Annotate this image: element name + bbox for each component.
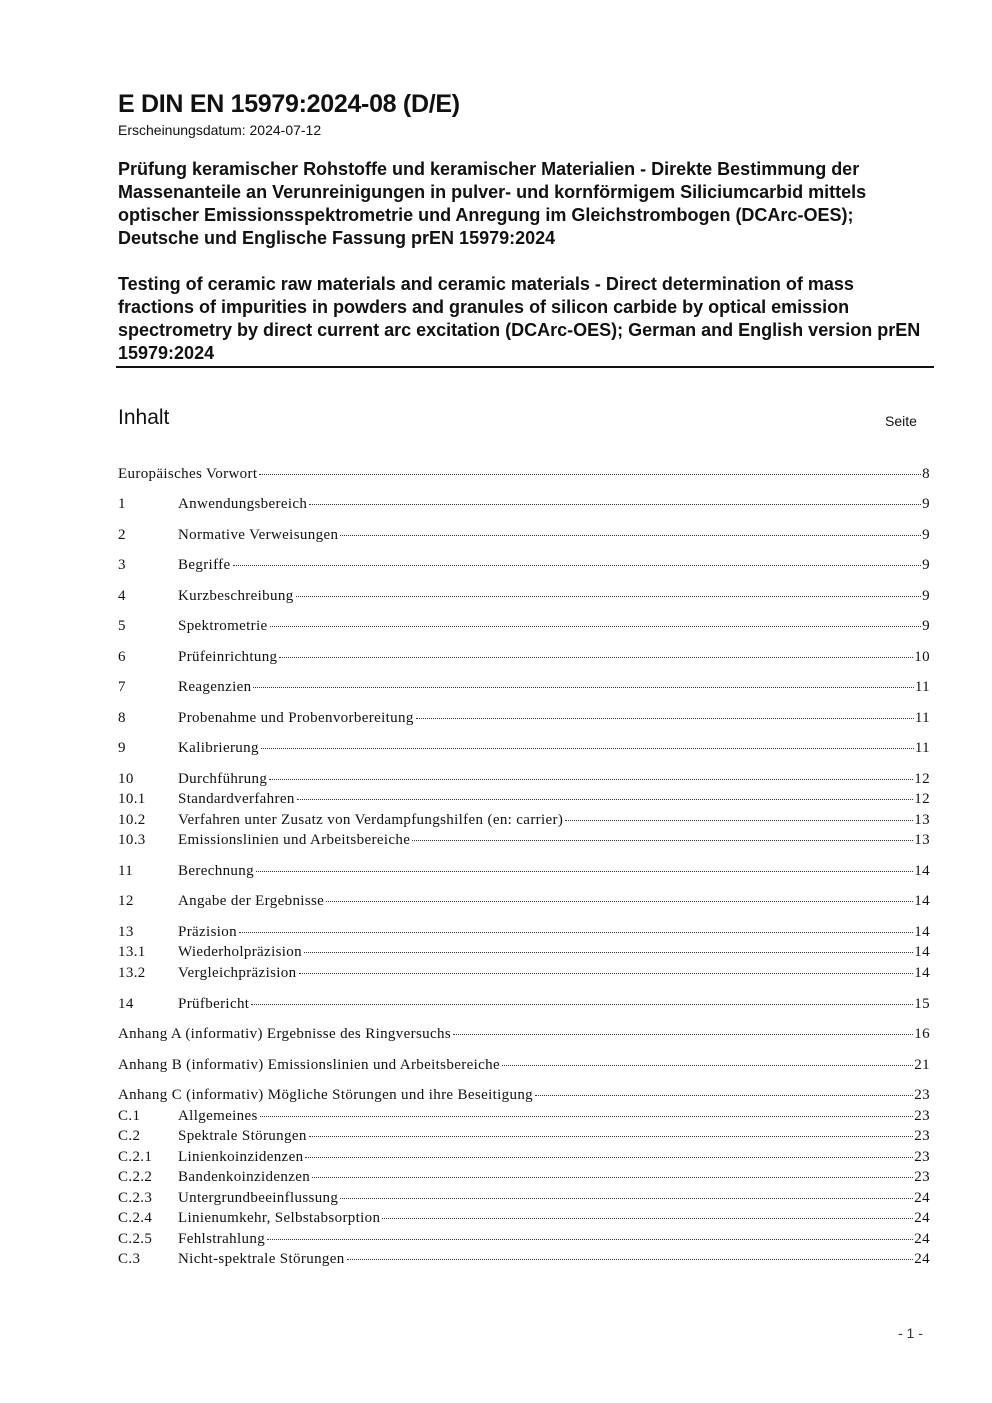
toc-entry-page: 9: [922, 588, 930, 604]
toc-leader-dots: [256, 871, 913, 872]
toc-entry-page: 16: [914, 1026, 930, 1042]
toc-entry-number: 9: [118, 740, 126, 756]
toc-entry-number: 10.2: [118, 812, 146, 828]
toc-entry-number: C.2.1: [118, 1149, 153, 1165]
toc-entry-title: Spektrale Störungen: [178, 1128, 307, 1144]
toc-entry-title: Anhang B (informativ) Emissionslinien und Arbeitsbereiche: [118, 1057, 500, 1073]
toc-entry-page: 9: [922, 557, 930, 573]
toc-entry-title: Anhang C (informativ) Mögliche Störungen und ihre Beseitigung: [118, 1087, 534, 1103]
toc-entry[interactable]: [118, 891, 930, 911]
toc-entry-number: 4: [118, 588, 126, 604]
toc-entry[interactable]: [118, 1024, 930, 1044]
toc-leader-dots: [239, 932, 913, 933]
toc-entry[interactable]: [118, 494, 930, 514]
toc-entry-number: 8: [118, 710, 126, 726]
toc-entry-number: 10.3: [118, 832, 146, 848]
toc-entry-title: Angabe der Ergebnisse: [178, 893, 325, 909]
toc-entry-page: 14: [914, 893, 930, 909]
toc-entry[interactable]: [118, 830, 930, 850]
toc-leader-dots: [340, 1198, 913, 1199]
toc-entry-number: C.2.4: [118, 1210, 153, 1226]
toc-leader-dots: [535, 1095, 913, 1096]
toc-entry[interactable]: [118, 616, 930, 636]
toc-entry-title: Kurzbeschreibung: [178, 588, 294, 604]
toc-entry[interactable]: [118, 1055, 930, 1075]
toc-entry[interactable]: [118, 555, 930, 575]
toc-entry-page: 11: [914, 679, 930, 695]
toc-entry-title: Durchführung: [178, 771, 268, 787]
toc-entry-title: Anwendungsbereich: [178, 496, 308, 512]
toc-leader-dots: [309, 1136, 914, 1137]
toc-leader-dots: [416, 718, 914, 719]
page-number: - 1 -: [898, 1325, 923, 1341]
toc-leader-dots: [296, 596, 922, 597]
toc-entry-number: 12: [118, 893, 134, 909]
toc-entry-number: 1: [118, 496, 126, 512]
toc-entry[interactable]: [118, 464, 930, 484]
toc-entry[interactable]: [118, 677, 930, 697]
toc-entry-title: Nicht-spektrale Störungen: [178, 1251, 345, 1267]
toc-entry-page: 24: [914, 1190, 930, 1206]
toc-entry-page: 24: [914, 1210, 930, 1226]
toc-entry[interactable]: [118, 769, 930, 789]
toc-leader-dots: [347, 1259, 914, 1260]
toc-entry-number: 10: [118, 771, 134, 787]
toc-leader-dots: [565, 820, 913, 821]
toc-entry-title: Spektrometrie: [178, 618, 268, 634]
toc-entry-page: 15: [914, 996, 930, 1012]
toc-entry-page: 11: [914, 740, 930, 756]
toc-entry[interactable]: [118, 861, 930, 881]
title-german: Prüfung keramischer Rohstoffe und keramischer Materialien - Direkte Bestimmung der Massenanteile an Verunreinigungen in pulver- und kornförmigem Siliciumcarbid mittels optischer Emissionsspektrometrie und Anregung im Gleichstrombogen (DCArc-OES); Deutsche und Englische Fassung prEN 15979:2024: [118, 159, 867, 248]
toc-entry-number: 13: [118, 924, 134, 940]
toc-entry-title: Untergrundbeeinflussung: [178, 1190, 339, 1206]
toc-entry-title: Anhang A (informativ) Ergebnisse des Ringversuchs: [118, 1026, 452, 1042]
toc-leader-dots: [309, 504, 921, 505]
toc-entry-number: 7: [118, 679, 126, 695]
toc-entry-number: C.2: [118, 1128, 141, 1144]
toc-entry-number: C.2.3: [118, 1190, 153, 1206]
toc-leader-dots: [261, 748, 914, 749]
toc-entry-title: Wiederholpräzision: [178, 944, 302, 960]
toc-leader-dots: [270, 626, 922, 627]
toc-entry-title: Verfahren unter Zusatz von Verdampfungshilfen (en: carrier): [178, 812, 564, 828]
toc-leader-dots: [412, 840, 913, 841]
toc-leader-dots: [382, 1218, 913, 1219]
toc-entry-page: 10: [914, 649, 930, 665]
toc-entry-page: 23: [914, 1087, 930, 1103]
toc-leader-dots: [297, 799, 914, 800]
toc-entry[interactable]: [118, 1147, 930, 1167]
toc-entry-number: C.2.5: [118, 1231, 153, 1247]
toc-leader-dots: [267, 1239, 913, 1240]
toc-entry[interactable]: [118, 922, 930, 942]
publication-date: Erscheinungsdatum: 2024-07-12: [118, 122, 322, 138]
toc-entry-page: 14: [914, 944, 930, 960]
toc-entry-page: 11: [914, 710, 930, 726]
toc-entry-page: 23: [914, 1108, 930, 1124]
toc-leader-dots: [305, 1157, 913, 1158]
toc-entry-title: Allgemeines: [178, 1108, 258, 1124]
toc-entry-page: 12: [914, 791, 930, 807]
toc-entry-page: 24: [914, 1231, 930, 1247]
toc-entry-page: 9: [922, 527, 930, 543]
toc-entry-page: 13: [914, 812, 930, 828]
toc-entry-number: C.1: [118, 1108, 141, 1124]
toc-entry-page: 21: [914, 1057, 930, 1073]
toc-page-column-heading: Seite: [885, 413, 917, 429]
toc-entry-title: Linienumkehr, Selbstabsorption: [178, 1210, 381, 1226]
toc-entry-title: Reagenzien: [178, 679, 252, 695]
toc-entry[interactable]: [118, 1229, 930, 1249]
toc-leader-dots: [279, 657, 913, 658]
toc-leader-dots: [326, 901, 913, 902]
toc-entry-page: 12: [914, 771, 930, 787]
toc-entry-page: 13: [914, 832, 930, 848]
toc-entry-title: Präzision: [178, 924, 237, 940]
toc-entry[interactable]: [118, 647, 930, 667]
toc-entry-title: Prüfeinrichtung: [178, 649, 278, 665]
toc-leader-dots: [453, 1034, 913, 1035]
toc-leader-dots: [340, 535, 921, 536]
toc-leader-dots: [251, 1004, 913, 1005]
toc-entry-title: Normative Verweisungen: [178, 527, 339, 543]
toc-entry-page: 8: [922, 466, 930, 482]
toc-entry-title: Emissionslinien und Arbeitsbereiche: [178, 832, 411, 848]
toc-entry[interactable]: [118, 1106, 930, 1126]
toc-entry[interactable]: [118, 1208, 930, 1228]
toc-leader-dots: [253, 687, 913, 688]
toc-entry[interactable]: [118, 1188, 930, 1208]
toc-entry-number: C.3: [118, 1251, 141, 1267]
toc-entry-page: 14: [914, 924, 930, 940]
document-id: E DIN EN 15979:2024-08 (D/E): [118, 90, 460, 118]
toc-leader-dots: [312, 1177, 913, 1178]
toc-leader-dots: [259, 474, 921, 475]
toc-entry[interactable]: [118, 942, 930, 962]
toc-entry-page: 23: [914, 1169, 930, 1185]
toc-entry[interactable]: [118, 525, 930, 545]
toc-leader-dots: [299, 973, 914, 974]
toc-entry-title: Linienkoinzidenzen: [178, 1149, 304, 1165]
toc-entry-title: Fehlstrahlung: [178, 1231, 266, 1247]
toc-entry-title: Bandenkoinzidenzen: [178, 1169, 311, 1185]
toc-entry-page: 23: [914, 1128, 930, 1144]
toc-entry[interactable]: [118, 1126, 930, 1146]
toc-heading: Inhalt: [118, 406, 170, 429]
toc-entry-page: 24: [914, 1251, 930, 1267]
toc-entry-title: Standardverfahren: [178, 791, 295, 807]
toc-leader-dots: [260, 1116, 914, 1117]
toc-leader-dots: [502, 1065, 913, 1066]
toc-entry[interactable]: [118, 708, 930, 728]
toc-entry-number: 14: [118, 996, 134, 1012]
toc-entry-number: 11: [118, 863, 134, 879]
toc-entry-title: Berechnung: [178, 863, 254, 879]
toc-entry-number: 13.1: [118, 944, 146, 960]
toc-leader-dots: [233, 565, 922, 566]
toc-entry-number: 5: [118, 618, 126, 634]
toc-entry-number: 13.2: [118, 965, 146, 981]
toc-entry[interactable]: [118, 963, 930, 983]
toc-entry-title: Begriffe: [178, 557, 231, 573]
toc-entry-number: 2: [118, 527, 126, 543]
toc-entry-page: 23: [914, 1149, 930, 1165]
toc-entry-title: Prüfbericht: [178, 996, 250, 1012]
toc-entry-title: Vergleichpräzision: [178, 965, 297, 981]
toc-entry[interactable]: [118, 1167, 930, 1187]
toc-entry-page: 9: [922, 618, 930, 634]
table-of-contents: [118, 0, 930, 1403]
toc-entry-number: 10.1: [118, 791, 146, 807]
toc-entry-title: Probenahme und Probenvorbereitung: [178, 710, 414, 726]
toc-entry-page: 14: [914, 965, 930, 981]
toc-leader-dots: [269, 779, 913, 780]
toc-entry[interactable]: [118, 789, 930, 809]
toc-entry-number: 3: [118, 557, 126, 573]
toc-entry[interactable]: [118, 1085, 930, 1105]
toc-entry[interactable]: [118, 1249, 930, 1269]
toc-entry-number: 6: [118, 649, 126, 665]
toc-entry-page: 9: [922, 496, 930, 512]
toc-leader-dots: [304, 952, 913, 953]
toc-entry[interactable]: [118, 994, 930, 1014]
toc-entry-title: Kalibrierung: [178, 740, 259, 756]
title-english: Testing of ceramic raw materials and ceramic materials - Direct determination of mass fractions of impurities in powders and granules of silicon carbide by optical emission spectrometry by direct current arc excitation (DCArc-OES); German and English version prEN 15979:2024: [118, 274, 921, 363]
toc-entry[interactable]: [118, 810, 930, 830]
toc-entry-title: Europäisches Vorwort: [118, 466, 258, 482]
toc-entry-number: C.2.2: [118, 1169, 153, 1185]
toc-entry[interactable]: [118, 738, 930, 758]
toc-entry-page: 14: [914, 863, 930, 879]
toc-entry[interactable]: [118, 586, 930, 606]
